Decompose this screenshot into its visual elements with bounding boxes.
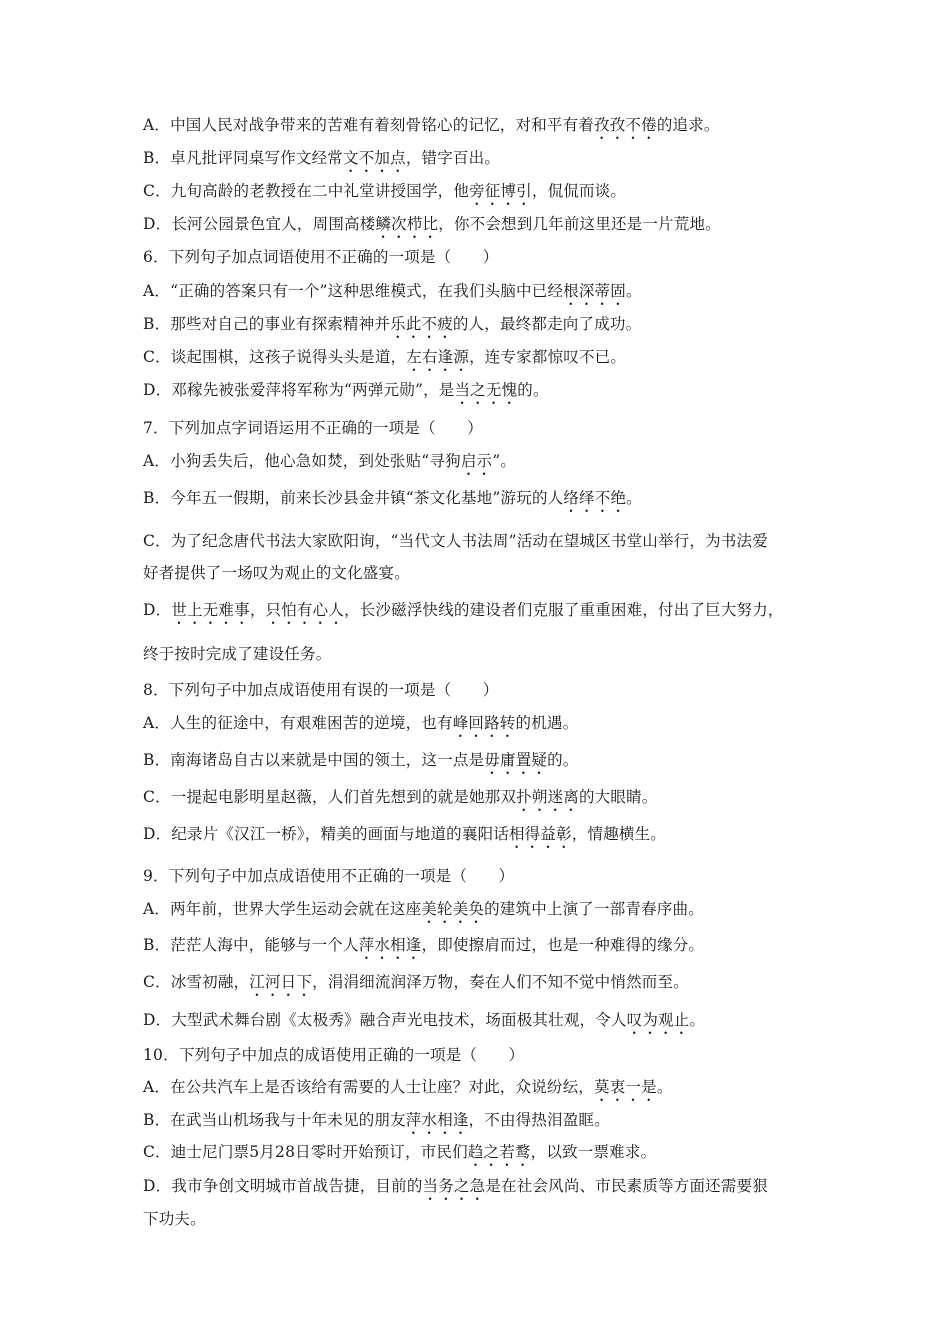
text: 的。 bbox=[517, 381, 549, 399]
text: C．迪士尼门票5月28日零时开始预订，市民们 bbox=[143, 1143, 468, 1161]
text: C．一提起电影明星赵薇，人们首先想到的就是她那双 bbox=[143, 788, 517, 806]
text: B．今年五一假期，前来长沙县金井镇“茶文化基地”游玩的人 bbox=[143, 489, 564, 507]
text: C．冰雪初融， bbox=[143, 973, 250, 991]
text: 的。 bbox=[547, 751, 579, 769]
text: 6．下列句子加点词语使用不正确的一项是（ ） bbox=[143, 248, 499, 266]
text: 的建筑中上演了一部青春序曲。 bbox=[484, 900, 704, 918]
option-5d bbox=[143, 213, 813, 242]
text: ，连专家都惊叹不已。 bbox=[469, 348, 627, 366]
text: ，长沙磁浮快线的建设者们克服了重重困难，付出了巨大努力， bbox=[344, 601, 784, 619]
option-5a bbox=[143, 114, 813, 143]
option-10d-continued bbox=[143, 1208, 813, 1230]
option-7d bbox=[143, 599, 813, 628]
text: 。 bbox=[625, 282, 642, 300]
text: 下功夫。 bbox=[143, 1210, 206, 1228]
text: D． bbox=[143, 601, 172, 619]
text: D．我市争创文明城市首战告捷，目前的 bbox=[143, 1177, 423, 1195]
dotted-phrase: 江河日下 bbox=[249, 973, 313, 991]
text: A．小狗丢失后，他心急如焚，到处张贴“寻狗 bbox=[143, 452, 461, 470]
text: 的追求。 bbox=[656, 116, 720, 134]
option-9b bbox=[143, 934, 813, 963]
option-9d bbox=[143, 1009, 813, 1038]
dotted-phrase: 叹为观止 bbox=[626, 1011, 690, 1029]
option-8d bbox=[143, 823, 813, 852]
text: 的人，最终都走向了成功。 bbox=[452, 315, 642, 333]
option-6d bbox=[143, 379, 813, 408]
dotted-phrase: 鳞次栉比 bbox=[375, 215, 439, 233]
dotted-phrase: 启示 bbox=[460, 452, 493, 470]
option-8a bbox=[143, 712, 813, 741]
option-10c bbox=[143, 1141, 813, 1170]
text: A．两年前，世界大学生运动会就在这座 bbox=[143, 900, 422, 918]
option-9a bbox=[143, 898, 813, 927]
option-5c bbox=[143, 180, 813, 209]
option-10d bbox=[143, 1175, 813, 1204]
question-10-stem bbox=[143, 1044, 813, 1066]
option-6b bbox=[143, 313, 813, 342]
text: C．为了纪念唐代书法大家欧阳询，“当代文人书法周”活动在望城区书堂山举行，为书法爱 bbox=[143, 532, 768, 550]
option-7b bbox=[143, 487, 813, 516]
dotted-phrase: 扑朔迷离 bbox=[516, 788, 579, 806]
dotted-phrase: 文不加点 bbox=[343, 149, 406, 167]
option-7a bbox=[143, 450, 813, 479]
text: A．在公共汽车上是否该给有需要的人士让座？对此，众说纷纭， bbox=[143, 1078, 594, 1096]
text: D．大型武术舞台剧《太极秀》融合声光电技术，场面极其壮观，令人 bbox=[143, 1011, 627, 1029]
text: B．卓凡批评同桌写作文经常 bbox=[143, 149, 343, 167]
dotted-phrase: 孜孜不倦 bbox=[594, 116, 657, 134]
text: 的机遇。 bbox=[515, 714, 579, 732]
text: ，侃侃而谈。 bbox=[531, 182, 627, 200]
dotted-phrase: 乐此不疲 bbox=[390, 315, 453, 333]
dotted-phrase: 相得益彰 bbox=[508, 825, 572, 843]
dotted-phrase: 左右逢源 bbox=[406, 348, 470, 366]
text: ，涓涓细流润泽万物，奏在人们不知不觉中悄然而至。 bbox=[312, 973, 689, 991]
text: 是在社会风尚、市民素质等方面还需要狠 bbox=[485, 1177, 768, 1195]
option-7c-continued bbox=[143, 562, 813, 584]
dotted-phrase: 根深蒂固 bbox=[563, 282, 626, 300]
option-8b bbox=[143, 749, 813, 778]
text: D．纪录片《汉江一桥》，精美的画面与地道的襄阳话 bbox=[143, 825, 509, 843]
text: ，不由得热泪盈眶。 bbox=[468, 1111, 610, 1129]
question-9-stem bbox=[143, 865, 813, 887]
dotted-phrase: 趋之若鹜 bbox=[467, 1143, 531, 1161]
text: B．南海诸岛自古以来就是中国的领土，这一点是 bbox=[143, 751, 485, 769]
option-6c bbox=[143, 346, 813, 375]
dotted-phrase: 峰回路转 bbox=[452, 714, 516, 732]
text: C．谈起围棋，这孩子说得头头是道， bbox=[143, 348, 407, 366]
text: 10．下列句子中加点的成语使用正确的一项是（ ） bbox=[143, 1046, 525, 1064]
text: C．九旬高龄的老教授在二中礼堂讲授国学，他 bbox=[143, 182, 470, 200]
text: A．“正确的答案只有一个”这种思维模式，在我们头脑中已经 bbox=[143, 282, 564, 300]
text: 8．下列句子中加点成语使用有误的一项是（ ） bbox=[143, 681, 499, 699]
text: 。 bbox=[689, 1011, 706, 1029]
text: A．人生的征途中，有艰难困苦的逆境，也有 bbox=[143, 714, 453, 732]
text: ”。 bbox=[492, 452, 517, 470]
text: ，你不会想到几年前这里还是一片荒地。 bbox=[438, 215, 721, 233]
text: B．茫茫人海中，能够与一个人 bbox=[143, 936, 359, 954]
question-8-stem bbox=[143, 679, 813, 701]
dotted-phrase: 莫衷一是 bbox=[594, 1078, 657, 1096]
text: 终于按时完成了建设任务。 bbox=[143, 645, 332, 663]
option-7c bbox=[143, 530, 813, 552]
text: 7．下列加点字词语运用不正确的一项是（ ） bbox=[143, 419, 483, 437]
dotted-phrase: 美轮美奂 bbox=[421, 900, 485, 918]
option-7d-continued bbox=[143, 643, 813, 665]
dotted-phrase: 旁征博引 bbox=[469, 182, 532, 200]
dotted-phrase: 当务之急 bbox=[422, 1177, 486, 1195]
text: ，以致一票难求。 bbox=[530, 1143, 657, 1161]
dotted-phrase: 络绎不绝 bbox=[563, 489, 627, 507]
text: 。 bbox=[656, 1078, 673, 1096]
text: ，错字百出。 bbox=[405, 149, 501, 167]
dotted-phrase: 萍水相逢 bbox=[358, 936, 422, 954]
text: ，即使擦肩而过，也是一种难得的缘分。 bbox=[421, 936, 705, 954]
text: 。 bbox=[626, 489, 642, 507]
option-9c bbox=[143, 971, 813, 1000]
question-6-stem bbox=[143, 246, 813, 268]
dotted-phrase: 世上无难事，只怕有心人 bbox=[171, 601, 345, 619]
dotted-phrase: 萍水相逢 bbox=[405, 1111, 469, 1129]
dotted-phrase: 毋庸置疑 bbox=[484, 751, 548, 769]
option-6a bbox=[143, 280, 813, 309]
text: D．长河公园景色宜人，周围高楼 bbox=[143, 215, 376, 233]
text: 的大眼睛。 bbox=[578, 788, 658, 806]
option-8c bbox=[143, 786, 813, 815]
option-5b bbox=[143, 147, 813, 176]
text: B．在武当山机场我与十年未见的朋友 bbox=[143, 1111, 406, 1129]
text: 9．下列句子中加点成语使用不正确的一项是（ ） bbox=[143, 867, 515, 885]
text: A．中国人民对战争带来的苦难有着刻骨铭心的记忆，对和平有着 bbox=[143, 116, 594, 134]
text: D．邓稼先被张爱萍将军称为“两弹元勋”，是 bbox=[143, 381, 455, 399]
text: B．那些对自己的事业有探索精神并 bbox=[143, 315, 391, 333]
dotted-phrase: 当之无愧 bbox=[454, 381, 518, 399]
question-7-stem bbox=[143, 417, 813, 439]
option-10a bbox=[143, 1076, 813, 1105]
text: 好者提供了一场叹为观止的文化盛宴。 bbox=[143, 564, 410, 582]
option-10b bbox=[143, 1109, 813, 1138]
text: ，情趣横生。 bbox=[571, 825, 666, 843]
